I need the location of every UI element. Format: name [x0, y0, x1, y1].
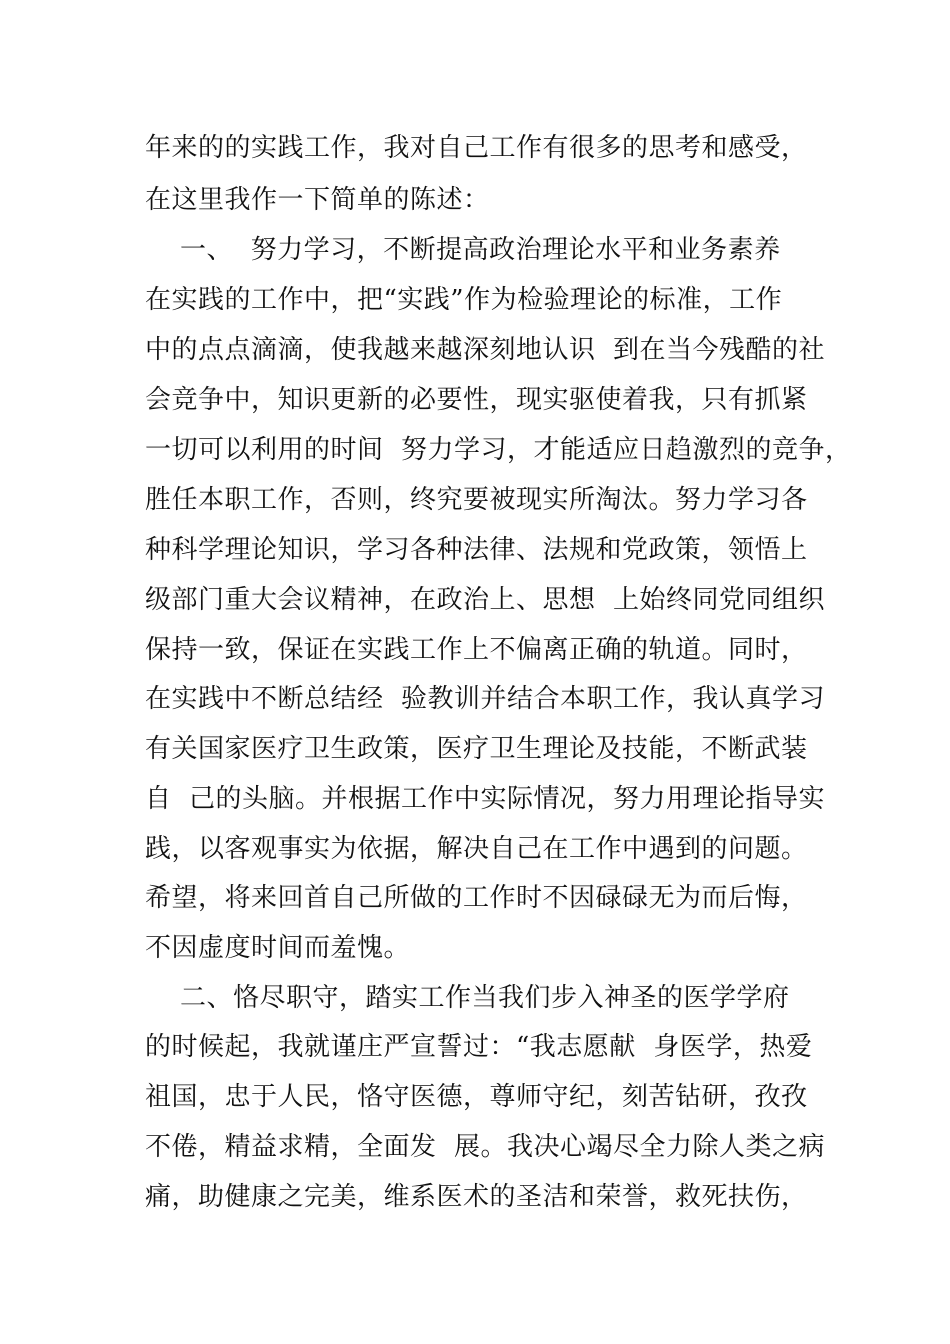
- text-line: 不倦，精益求精，全面发 展。我决心竭尽全力除人类之病: [145, 1132, 826, 1162]
- text-line: 级部门重大会议精神，在政治上、思想 上始终同党同组织: [145, 585, 826, 615]
- text-line: 祖国，忠于人民，恪守医德，尊师守纪，刻苦钻研，孜孜: [145, 1082, 808, 1112]
- text-line: 在这里我作一下简单的陈述：: [145, 185, 490, 215]
- text-line: 有关国家医疗卫生政策，医疗卫生理论及技能，不断武装: [145, 734, 808, 764]
- text-line: 践，以客观事实为依据，解决自己在工作中遇到的问题。: [145, 834, 808, 864]
- text-line: 在实践中不断总结经 验教训并结合本职工作，我认真学习: [145, 684, 826, 714]
- text-line: 年来的的实践工作，我对自己工作有很多的思考和感受，: [145, 133, 808, 163]
- text-line: 胜任本职工作，否则，终究要被现实所淘汰。努力学习各: [145, 485, 808, 515]
- text-line: 中的点点滴滴，使我越来越深刻地认识 到在当今残酷的社: [145, 335, 826, 365]
- text-line: 希望，将来回首自己所做的工作时不因碌碌无为而后悔，: [145, 883, 808, 913]
- text-line: 会竞争中，知识更新的必要性，现实驱使着我，只有抓紧: [145, 385, 808, 415]
- text-line: 一、 努力学习，不断提高政治理论水平和业务素养: [145, 235, 781, 265]
- text-line: 保持一致，保证在实践工作上不偏离正确的轨道。同时，: [145, 635, 808, 665]
- text-line: 在实践的工作中，把“实践”作为检验理论的标准，工作: [145, 285, 783, 315]
- text-line: 一切可以利用的时间 努力学习，才能适应日趋激烈的竞争，: [145, 435, 852, 465]
- text-line: 痛，助健康之完美，维系医术的圣洁和荣誉，救死扶伤，: [145, 1182, 808, 1212]
- text-line: 种科学理论知识，学习各种法律、法规和党政策，领悟上: [145, 535, 808, 565]
- text-line: 二、恪尽职守，踏实工作当我们步入神圣的医学学府: [145, 983, 790, 1013]
- text-line: 不因虚度时间而羞愧。: [145, 933, 411, 963]
- text-line: 的时候起，我就谨庄严宣誓过：“我志愿献 身医学，热爱: [145, 1032, 813, 1062]
- text-line: 自 己的头脑。并根据工作中实际情况，努力用理论指导实: [145, 784, 826, 814]
